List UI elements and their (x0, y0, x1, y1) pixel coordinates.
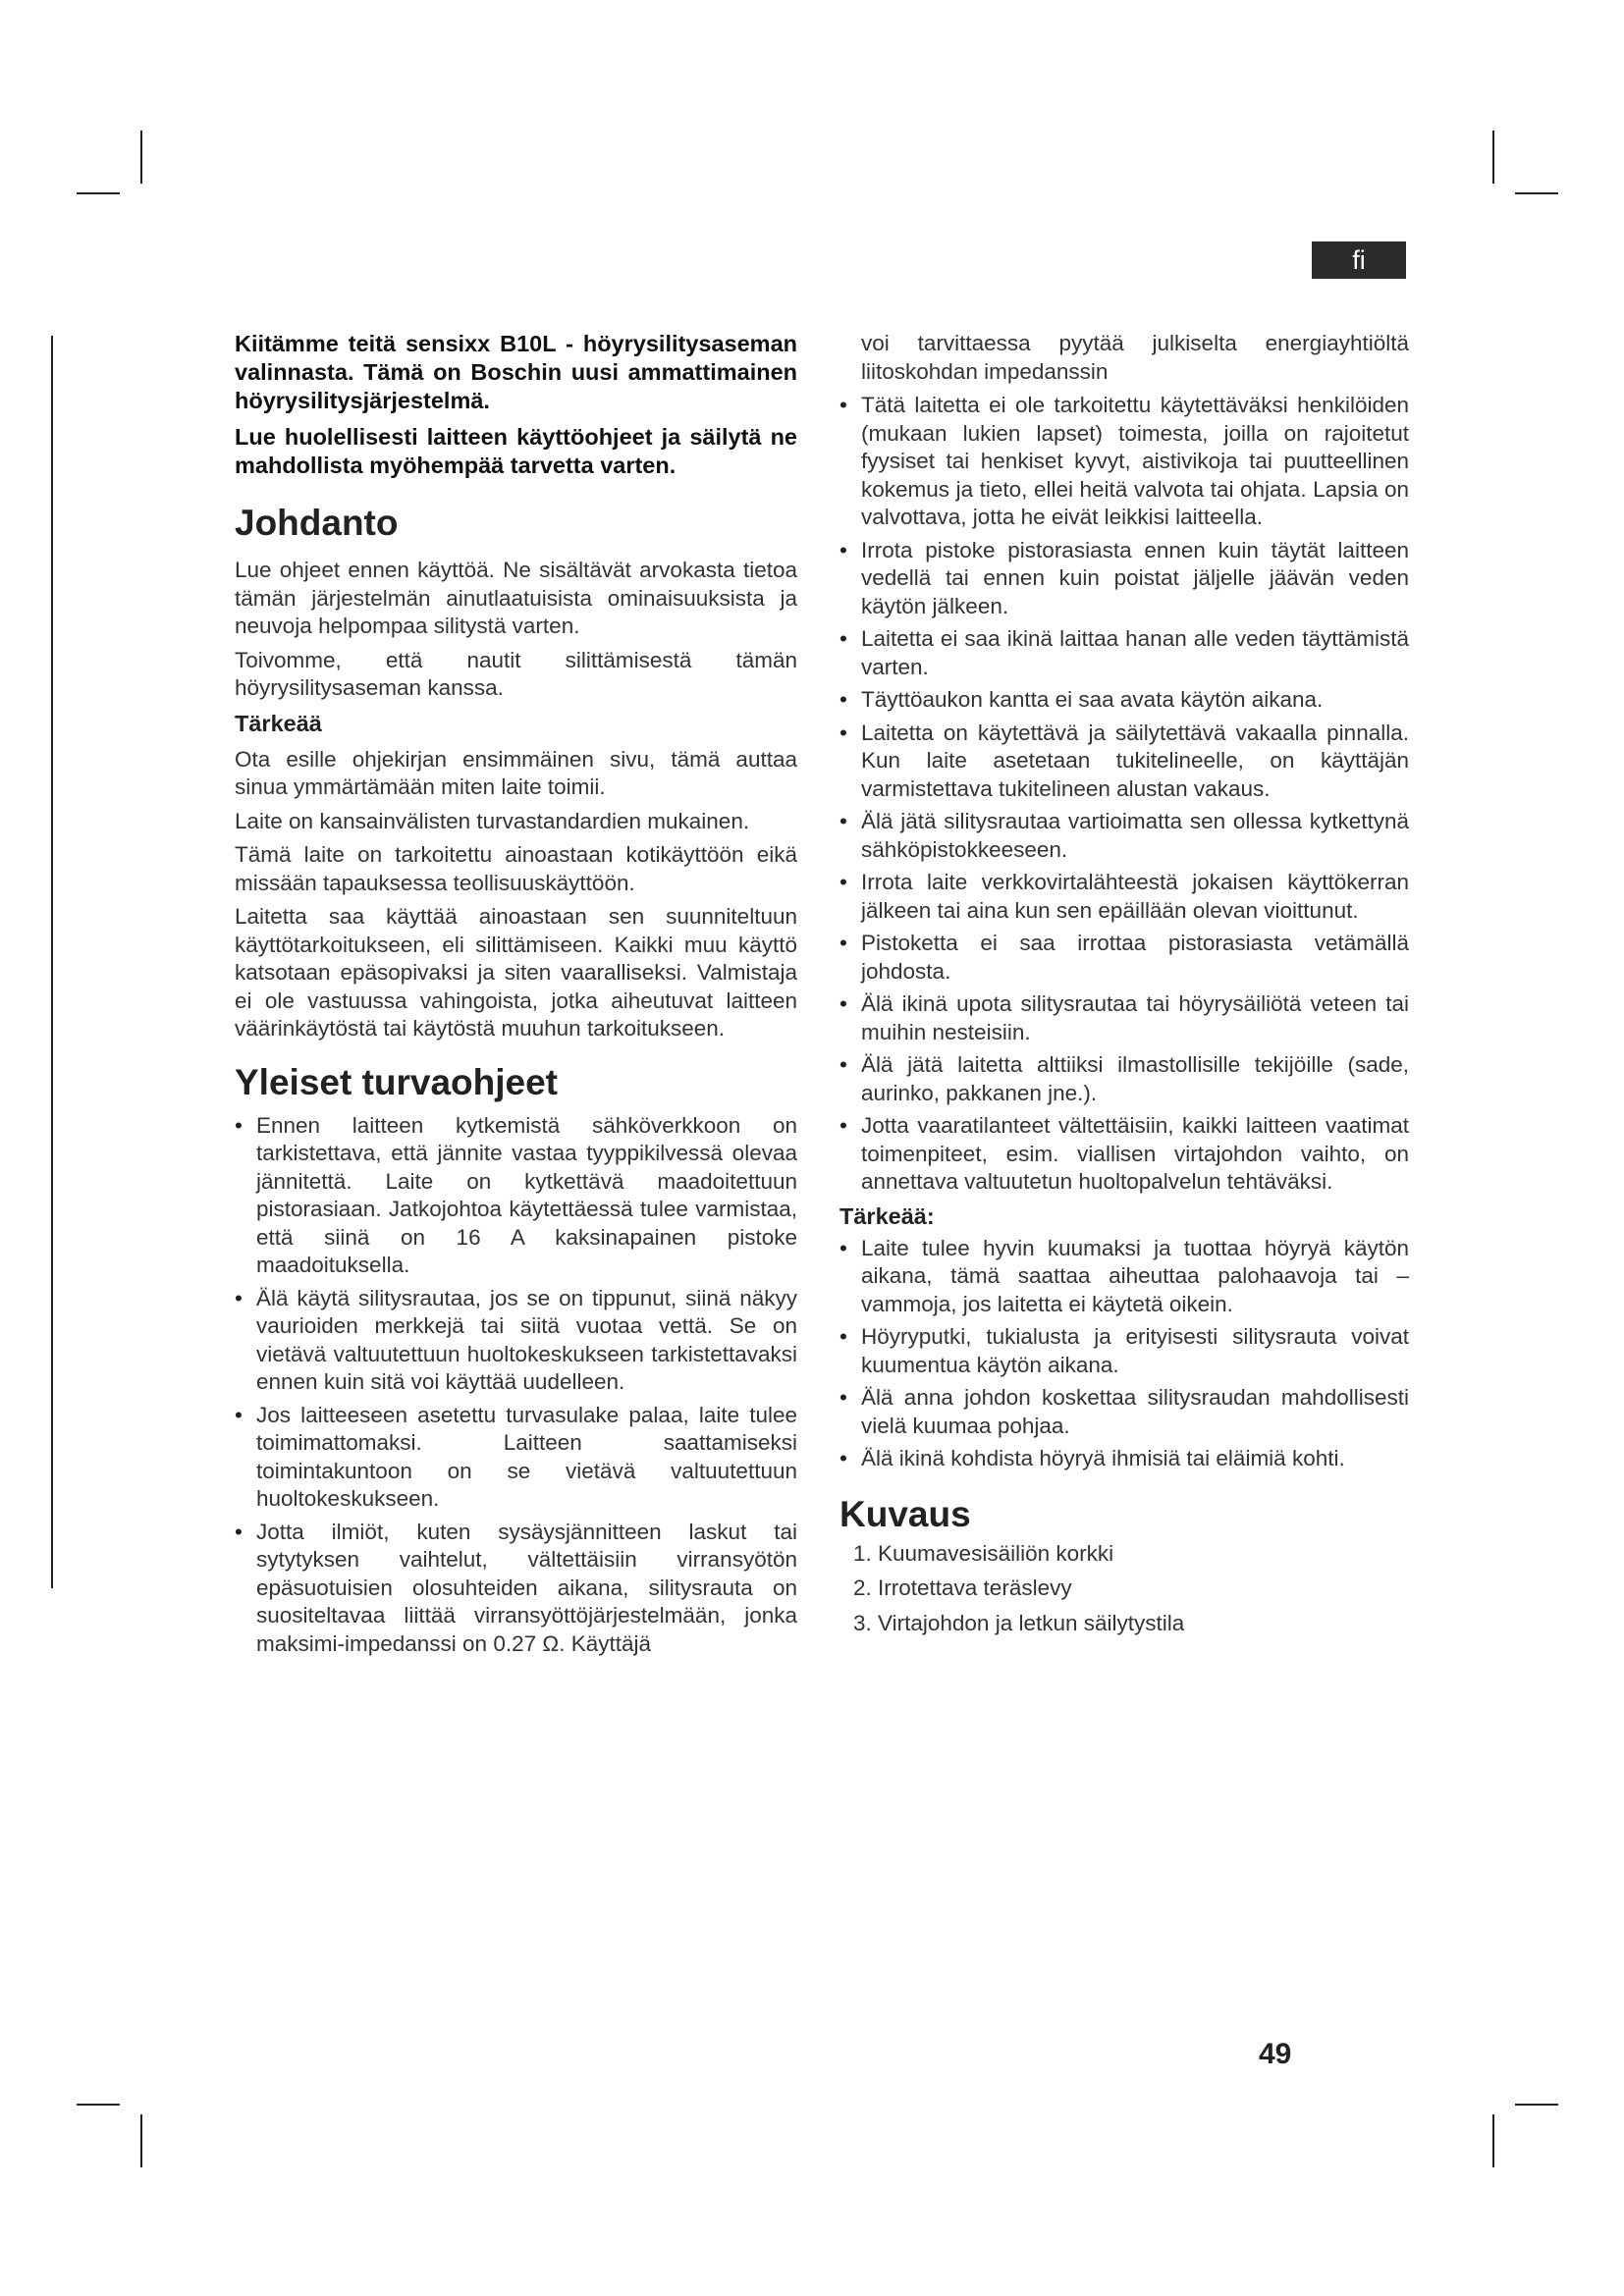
safety-item: • Tätä laitetta ei ole tarkoitettu käytettäväksi henkilöiden (mukaan lukien lapset) toimesta, joilla on rajoitetut fyysiset tai henkiset kyvyt, aistivikoja tai puutteellinen kokemus ja tieto, ellei heitä valvota tai ohjata. Lapsia on valvottava, jotta he eivät leikkisi laitteella. (839, 392, 1409, 532)
intro-thanks: Kiitämme teitä sensixx B10L - höyrysilitysaseman valinnasta. Tämä on Boschin uusi ammattimainen höyrysilitysjärjestelmä. (235, 331, 797, 413)
safety-item: • Täyttöaukon kantta ei saa avata käytön aikana. (839, 686, 1409, 715)
crop-mark-bottom-left-v (140, 2114, 142, 2167)
johdanto-paragraph-2: Toivomme, että nautit silittämisestä tämän höyrysilitysaseman kanssa. (235, 647, 797, 700)
safety-item: • Älä käytä silitysrautaa, jos se on tippunut, siinä näkyy vaurioiden merkkejä tai siitä vuotaa vettä. Se on vietävä valtuutettuun huoltokeskukseen tarkistettavaksi ennen kuin sitä voi käyttää uudelleen. (235, 1285, 797, 1397)
safety-list-continued (839, 392, 1409, 1197)
intro-read-instructions: Lue huolellisesti laitteen käyttöohjeet ja säilytä ne mahdollista myöhempää tarvetta varten. (235, 424, 797, 478)
crop-mark-top-right-v (1492, 131, 1494, 184)
crop-mark-top-right-h (1515, 192, 1558, 194)
crop-mark-bottom-left-h (77, 2104, 120, 2106)
important-item: • Älä ikinä kohdista höyryä ihmisiä tai eläimiä kohti. (839, 1445, 1409, 1473)
language-tab: fi (1312, 241, 1406, 279)
safety-item: • Pistoketta ei saa irrottaa pistorasiasta vetämällä johdosta. (839, 930, 1409, 986)
safety-item: • Jotta ilmiöt, kuten sysäysjännitteen laskut tai sytytyksen vaihtelut, vältettäisiin virransyötön epäsuotuisien olosuhteiden aikana, silitysrauta on suositeltavaa liittää virransyöttöjärjestelmään, jonka maksimi-impedanssi on 0.27 Ω. Käyttäjä (235, 1519, 797, 1659)
page-number: 49 (1259, 2038, 1292, 2070)
crop-mark-top-left-v (140, 131, 142, 184)
crop-mark-bottom-right-h (1515, 2104, 1558, 2106)
johdanto-paragraph-5: Tämä laite on tarkoitettu ainoastaan kotikäyttöön eikä missään tapauksessa teollisuuskäyttöön. (235, 842, 797, 895)
safety-item: • Älä ikinä upota silitysrautaa tai höyrysäiliötä veteen tai muihin nesteisiin. (839, 990, 1409, 1046)
safety-item: • Ennen laitteen kytkemistä sähköverkkoon on tarkistettava, että jännite vastaa tyyppikilvessä olevaa jännitettä. Laite on kytkettävä maadoitettuun pistorasiaan. Jatkojohtoa käytettäessä tulee varmistaa, että siinä on 16 A kaksinapainen pistoke maadoituksella. (235, 1112, 797, 1280)
safety-item: • Älä jätä laitetta alttiiksi ilmastollisille tekijöille (sade, aurinko, pakkanen jne.). (839, 1051, 1409, 1107)
section-title-turvaohjeet: Yleiset turvaohjeet (235, 1061, 559, 1102)
safety-continuation: voi tarvittaessa pyytää julkiselta energiayhtiöltä liitoskohdan impedanssin (861, 331, 1409, 384)
part-item: 2. Irrotettava teräslevy (853, 1575, 1072, 1600)
crop-mark-bottom-right-v (1492, 2114, 1494, 2167)
safety-item: • Jotta vaaratilanteet vältettäisiin, kaikki laitteen vaatimat toimenpiteet, esim. viallisen virtajohdon vaihto, on annettava valtuutetun huoltopalvelun tehtäväksi. (839, 1112, 1409, 1197)
safety-item: • Laitetta on käytettävä ja säilytettävä vakaalla pinnalla. Kun laite asetetaan tukitelineelle, on käyttäjän varmistettava tukitelineen alustan vakaus. (839, 720, 1409, 804)
section-title-kuvaus: Kuvaus (839, 1493, 971, 1534)
safety-item: • Jos laitteeseen asetettu turvasulake palaa, laite tulee toimimattomaksi. Laitteen saattamiseksi toimintakuntoon on se vietävä valtuutettuun huoltokeskukseen. (235, 1402, 797, 1514)
johdanto-important-heading: Tärkeää (235, 710, 322, 736)
important-heading: Tärkeää: (839, 1202, 935, 1229)
part-item: 3. Virtajohdon ja letkun säilytystila (853, 1610, 1185, 1635)
johdanto-paragraph-4: Laite on kansainvälisten turvastandardien mukainen. (235, 808, 750, 833)
safety-item: • Älä jätä silitysrautaa vartioimatta sen ollessa kytkettynä sähköpistokkeeseen. (839, 808, 1409, 864)
johdanto-paragraph-3: Ota esille ohjekirjan ensimmäinen sivu, tämä auttaa sinua ymmärtämään miten laite toimii. (235, 746, 797, 799)
important-list (839, 1235, 1409, 1473)
right-column (839, 330, 1409, 1644)
johdanto-paragraph-6: Laitetta saa käyttää ainoastaan sen suunniteltuun käyttötarkoitukseen, eli silittämiseen. Kaikki muu käyttö katsotaan epäsopivaksi ja siten vaaralliseksi. Valmistaja ei ole vastuussa vahingoista, jotka aiheutuvat laitteen väärinkäytöstä tai käytöstä muuhun tarkoitukseen. (235, 904, 797, 1041)
important-item: • Höyryputki, tukialusta ja erityisesti silitysrauta voivat kuumentua käytön aikana. (839, 1323, 1409, 1379)
safety-item: • Laitetta ei saa ikinä laittaa hanan alle veden täyttämistä varten. (839, 625, 1409, 681)
section-title-johdanto: Johdanto (235, 503, 399, 543)
safety-item: • Irrota laite verkkovirtalähteestä jokaisen käyttökerran jälkeen tai aina kun sen epäillään olevan vioittunut. (839, 869, 1409, 925)
important-item: • Laite tulee hyvin kuumaksi ja tuottaa höyryä käytön aikana, tämä saattaa aiheuttaa palohaavoja tai –vammoja, jos laitetta ei käytetä oikein. (839, 1235, 1409, 1319)
left-column (235, 330, 797, 1663)
margin-rule-left (51, 336, 53, 1588)
johdanto-paragraph-1: Lue ohjeet ennen käyttöä. Ne sisältävät arvokasta tietoa tämän järjestelmän ainutlaatuisista ominaisuuksista ja neuvoja helpompaa silitystä varten. (235, 558, 797, 638)
safety-item: • Irrota pistoke pistorasiasta ennen kuin täytät laitteen vedellä tai ennen kuin poistat jäljelle jäävän veden käytön jälkeen. (839, 537, 1409, 621)
intro (235, 330, 797, 480)
safety-list (235, 1112, 797, 1659)
important-item: • Älä anna johdon koskettaa silitysraudan mahdollisesti vielä kuumaa pohjaa. (839, 1384, 1409, 1440)
part-item: 1. Kuumavesisäiliön korkki (853, 1540, 1114, 1566)
crop-mark-top-left-h (77, 192, 120, 194)
parts-list (839, 1540, 1409, 1638)
